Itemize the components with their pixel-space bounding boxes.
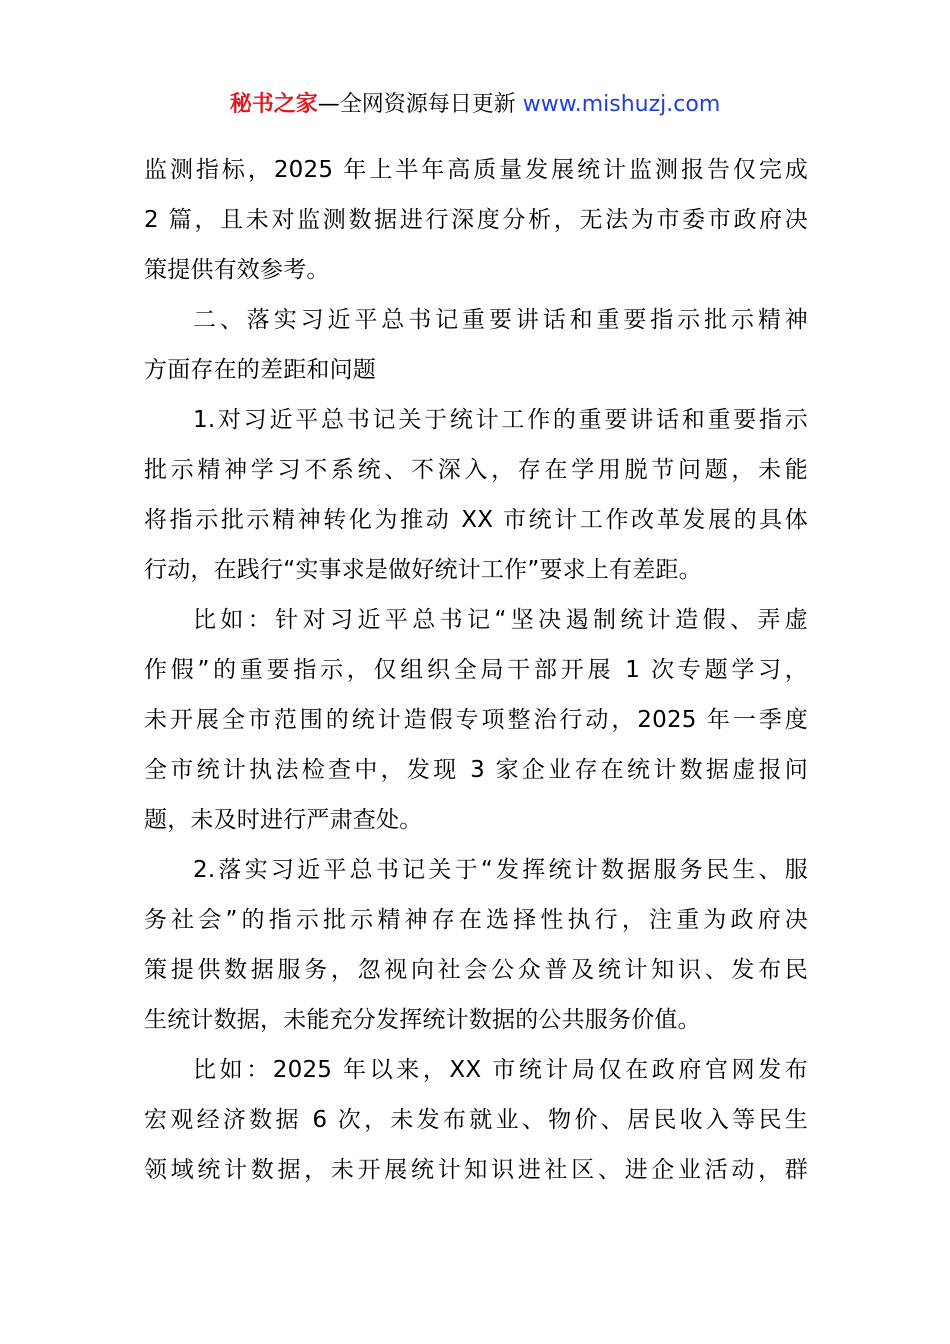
text-line: 比如：针对习近平总书记“坚决遏制统计造假、弄虚	[193, 607, 808, 633]
document-body	[144, 145, 808, 1195]
section-heading: 方面存在的差距和问题	[144, 357, 376, 383]
text-line: 题，未及时进行严肃查处。	[144, 807, 423, 833]
header-tagline: —全网资源每日更新	[317, 92, 523, 117]
text-line: 1.对习近平总书记关于统计工作的重要讲话和重要指示	[193, 407, 808, 433]
text-line: 未开展全市范围的统计造假专项整治行动，2025 年一季度	[144, 707, 808, 733]
brand-name: 秘书之家	[229, 92, 318, 117]
text-line: 全市统计执法检查中，发现 3 家企业存在统计数据虚报问	[144, 757, 808, 783]
text-line: 宏观经济数据 6 次，未发布就业、物价、居民收入等民生	[144, 1107, 808, 1133]
text-line: 策提供数据服务，忽视向社会公众普及统计知识、发布民	[144, 957, 808, 983]
text-line: 领域统计数据，未开展统计知识进社区、进企业活动，群	[144, 1157, 808, 1183]
text-line: 行动，在践行“实事求是做好统计工作”要求上有差距。	[144, 557, 702, 583]
section-heading: 二、落实习近平总书记重要讲话和重要指示批示精神	[193, 307, 808, 333]
text-line: 将指示批示精神转化为推动 XX 市统计工作改革发展的具体	[144, 507, 808, 533]
text-line: 策提供有效参考。	[144, 257, 330, 283]
text-line: 生统计数据，未能充分发挥统计数据的公共服务价值。	[144, 1007, 701, 1033]
text-line: 监测指标，2025 年上半年高质量发展统计监测报告仅完成	[144, 157, 808, 183]
text-line: 批示精神学习不系统、不深入，存在学用脱节问题，未能	[144, 457, 808, 483]
page-header	[0, 88, 950, 122]
text-line: 务社会”的指示批示精神存在选择性执行，注重为政府决	[144, 907, 808, 933]
text-line: 2 篇，且未对监测数据进行深度分析，无法为市委市政府决	[144, 207, 808, 233]
text-line: 比如：2025 年以来，XX 市统计局仅在政府官网发布	[193, 1057, 808, 1083]
text-line: 2.落实习近平总书记关于“发挥统计数据服务民生、服	[193, 857, 808, 883]
website-link[interactable]: www.mishuzj.com	[522, 92, 721, 117]
text-line: 作假”的重要指示，仅组织全局干部开展 1 次专题学习，	[144, 657, 808, 683]
